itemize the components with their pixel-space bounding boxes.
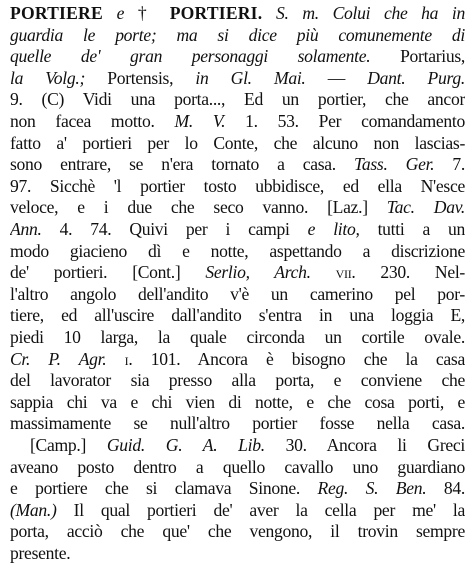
text-segment: sono entrare, se n'era tornato a casa. — [10, 154, 354, 175]
text-segment: fatto a' portieri per lo Conte, che alcuno non lascias- — [10, 132, 465, 153]
text-segment: Portensis, — [85, 67, 196, 88]
text-segment: non facea motto. — [10, 111, 175, 131]
text-segment — [319, 3, 333, 23]
entry-text-line — [10, 520, 465, 542]
entry-text-line — [10, 283, 465, 305]
entry-text-line — [10, 477, 465, 499]
entry-text-line — [10, 369, 465, 391]
entry-text-line — [10, 261, 465, 283]
entry-text-line — [10, 153, 465, 175]
text-segment: Serlio, Arch. — [205, 262, 311, 283]
entry-text-line — [10, 304, 465, 326]
text-segment: Tass. Ger. — [354, 154, 435, 175]
text-segment: presente. — [10, 543, 71, 563]
text-segment: e portiere che si clamava Sinone. — [10, 478, 318, 499]
text-segment: 230. Nel- — [355, 262, 465, 283]
text-segment: aveano posto dentro a quello cavallo uno guardiano — [10, 456, 465, 477]
text-segment: tiere, ed all'uscire dall'andito s'entra in una loggia E, — [10, 305, 465, 326]
text-segment: la Volg.; — [10, 67, 86, 88]
entry-text-line — [10, 175, 465, 197]
text-segment: 30. Ancora li Greci — [264, 435, 465, 455]
text-segment: piedi 10 larga, la quale circonda un cortile ovale. — [10, 327, 465, 347]
text-segment: porta, acciò che que' che vengono, il trovin sempre — [10, 521, 465, 542]
entry-text-line — [10, 88, 465, 110]
entry-text-line — [10, 132, 465, 154]
text-segment: 1. 53. Per comandamento — [225, 111, 465, 131]
text-segment: de' portieri. [Cont.] — [10, 262, 206, 283]
text-segment: (Man.) — [10, 499, 57, 520]
text-segment: Colui che ha in — [332, 3, 465, 23]
text-segment: sappia chi va e chi vien di notte, e che cosa porti, e — [10, 391, 465, 412]
text-segment: vii. — [310, 262, 356, 283]
text-segment: 4. 74. Quivi per i campi — [41, 219, 308, 239]
entry-text-line — [30, 434, 465, 456]
text-segment: guardia le porte; ma si dice più comunemente di — [10, 24, 465, 45]
text-segment: quelle de' gran personaggi solamente. — [10, 46, 371, 67]
text-segment: [Camp.] — [30, 435, 107, 455]
text-segment: Il qual portieri de' aver la cella per me' la — [56, 499, 465, 520]
text-segment — [262, 3, 276, 23]
entry-text-line — [10, 240, 465, 262]
entry-headword-line — [10, 2, 465, 24]
text-segment: 7. — [434, 154, 465, 175]
headword: PORTIERE — [10, 3, 103, 23]
text-segment: modo giacieno dì e notte, aspettando a discrizione — [10, 240, 465, 261]
text-segment: i. — [106, 348, 133, 369]
entry-text-line — [10, 326, 465, 348]
entry-text-line — [10, 67, 465, 89]
entry-text-line — [10, 391, 465, 413]
text-segment: — — [305, 67, 368, 88]
text-segment: 9. (C) Vidi una porta..., Ed un portier, che ancor — [10, 89, 465, 110]
text-segment — [103, 3, 117, 23]
entry-text-line — [10, 499, 465, 521]
text-segment: Guid. G. A. Lib. — [106, 435, 265, 455]
entry-text-line — [10, 45, 465, 67]
headword: PORTIERI. — [169, 3, 263, 23]
entry-text-line — [10, 218, 465, 240]
entry-text-line — [10, 456, 465, 478]
text-segment: Tac. Dav. — [386, 197, 465, 218]
text-segment: † — [124, 3, 170, 23]
text-segment: l'altro angolo dell'andito v'è un camerino pel por- — [10, 283, 465, 304]
text-segment: e — [116, 3, 125, 23]
entry-text-line — [10, 348, 465, 370]
entry-text-line — [10, 110, 465, 132]
text-segment: e lito, — [307, 219, 360, 239]
text-segment: Ann. — [10, 219, 42, 239]
text-segment: in Gl. Mai. — [195, 67, 306, 88]
text-segment: tutti a un — [359, 219, 465, 239]
entry-text-line — [10, 24, 465, 46]
text-segment: M. V. — [174, 111, 226, 131]
text-segment: Reg. S. Ben. — [317, 478, 427, 499]
dictionary-entry — [10, 2, 465, 563]
entry-text-line — [10, 196, 465, 218]
entry-text-line — [10, 542, 70, 564]
text-segment: massimamente se null'altro portier fosse nella casa. — [10, 413, 465, 434]
text-segment: Cr. P. Agr. — [10, 348, 107, 369]
text-segment: Portarius, — [370, 46, 465, 67]
text-segment: veloce, e i due che seco vanno. [Laz.] — [10, 197, 387, 218]
text-segment: 97. Sicchè 'l portier tosto ubbidisce, ed ella N'esce — [10, 175, 465, 196]
text-segment: del lavorator sia presso alla porta, e conviene che — [10, 370, 465, 391]
text-segment: S. m. — [276, 3, 319, 23]
entry-text-line — [10, 412, 465, 434]
text-segment: Dant. Purg. — [367, 67, 465, 88]
text-segment: 84. — [426, 478, 465, 499]
text-segment: 101. Ancora è bisogno che la casa — [132, 348, 465, 369]
